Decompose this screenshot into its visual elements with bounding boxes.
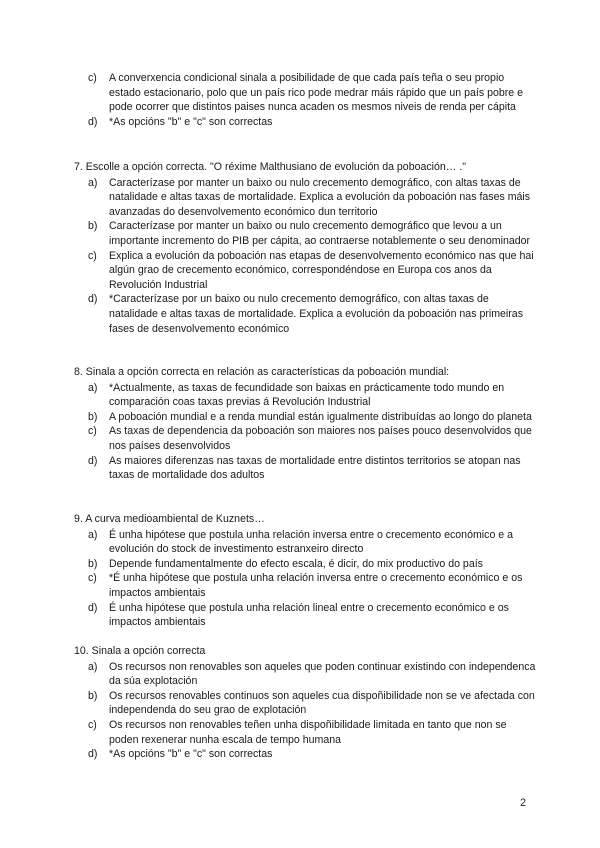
option-text: *É unha hipótese que postula unha relación inversa entre o crecemento económico e os impactos ambientais [109,572,523,599]
option-letter: c) [88,718,97,731]
option-text: A poboación mundial e a renda mundial están igualmente distribuídas ao longo do planeta [109,410,532,423]
question-8 [74,365,536,483]
option-text: *As opcións "b" e "c" son correctas [109,115,273,128]
option-letter: c) [88,72,97,84]
option-10b [88,689,536,718]
option-letter: d) [88,601,98,614]
option-letter: a) [88,528,98,541]
option-6d [88,115,536,130]
option-text: É unha hipótese que postula unha relación inversa entre o crecemento económico e a evolución do stock de investimento estranxeiro directo [109,528,514,556]
question-9 [74,512,536,630]
option-text: Caracterízase por manter un baixo ou nulo crecemento demográfico, con altas taxas de natalidade e altas taxas de mortalidade. Explica a evolución da poboación nas fases máis avanzadas do desenvolvemento económico dun territorio [109,176,531,218]
page-number: 2 [520,797,526,809]
option-text: Caracterízase por manter un baixo ou nulo crecemento demográfico que levou a un importante incremento do PIB per cápita, ao contraerse notablemente o seu denominador [109,220,531,247]
option-text: Explica a evolución da poboación nas etapas de desenvolvemento económico nas que hai algún grao de crecemento económico, correspondéndose en Europa cos anos da Revolución Industrial [109,249,534,291]
option-text: *As opcións "b" e "c" son correctas [109,748,273,761]
option-letter: b) [88,220,98,233]
option-letter: a) [88,176,98,189]
option-letter: c) [88,425,97,438]
option-10a [88,660,536,689]
option-10d [88,747,536,762]
option-9a [88,528,536,557]
option-7c [88,249,536,293]
option-letter: c) [88,249,97,262]
option-letter: c) [88,572,97,585]
option-text: Os recursos non renovables son aqueles que poden continuar existindo con independenca da súa explotación [109,660,536,688]
option-8c [88,424,536,453]
option-text: *Actualmente, as taxas de fecundidade son baixas en prácticamente todo mundo en comparación coas taxas previas á Revolución Industrial [109,381,505,409]
option-text: *Caracterízase por un baixo ou nulo crecemento demográfico, con altas taxas de natalidade e altas taxas de mortalidade. Explica a evolución da poboación nas primeiras fases de desenvolvemento económico [109,293,523,335]
option-letter: b) [88,410,98,423]
question-title: 9. A curva medioambiental de Kuznets… [74,513,265,525]
option-text: É unha hipótese que postula unha relación lineal entre o crecemento económico e os impactos ambientais [109,601,509,629]
option-7b [88,219,536,248]
option-letter: d) [88,293,98,306]
option-letter: d) [88,748,98,761]
option-8d [88,454,536,483]
option-text: As maiores diferenzas nas taxas de mortalidade entre distintos territorios se atopan nas taxas de mortalidade dos adultos [109,454,521,482]
option-6c [88,71,536,115]
option-text: As taxas de dependencia da poboación son maiores nos países pouco desenvolvidos que nos países desenvolvidos [109,425,532,452]
option-7d [88,292,536,336]
option-9c [88,571,536,600]
option-letter: a) [88,381,98,394]
option-letter: a) [88,660,98,673]
question-title: 10. Sinala a opción correcta [74,645,206,657]
option-9b [88,557,536,572]
question-title: 8. Sinala a opción correcta en relación as características da poboación mundial: [74,366,450,378]
option-8a [88,381,536,410]
option-9d [88,601,536,630]
option-8b [88,410,536,425]
option-letter: b) [88,557,98,570]
question-6-continuation [74,71,536,129]
option-letter: b) [88,689,98,702]
question-10 [74,644,536,762]
option-letter: d) [88,115,98,128]
question-7 [74,160,536,336]
option-10c [88,718,536,747]
option-text: Os recursos non renovables teñen unha dispoñibilidade limitada en tanto que non se poden rexenerar nunha escala de tempo humana [109,718,507,746]
option-text: Os recursos renovables continuos son aqueles cua dispoñibilidade non se ve afectada con independenda do seu grao de explotación [109,689,535,717]
option-letter: d) [88,454,98,467]
option-text: Depende fundamentalmente do efecto escala, é dicir, do mix productivo do país [109,557,483,570]
option-7a [88,176,536,220]
question-title: 7. Escolle a opción correcta. "O réxime Malthusiano de evolución da poboación… ." [74,161,467,173]
option-text: A converxencia condicional sinala a posibilidade de que cada país teña o seu propio estado estacionario, polo que un país rico pode medrar máis rápido que un país pobre e pode ocorrer que distintos paises nunca acaden os mesmos niveis de renda per cápita [109,72,524,114]
